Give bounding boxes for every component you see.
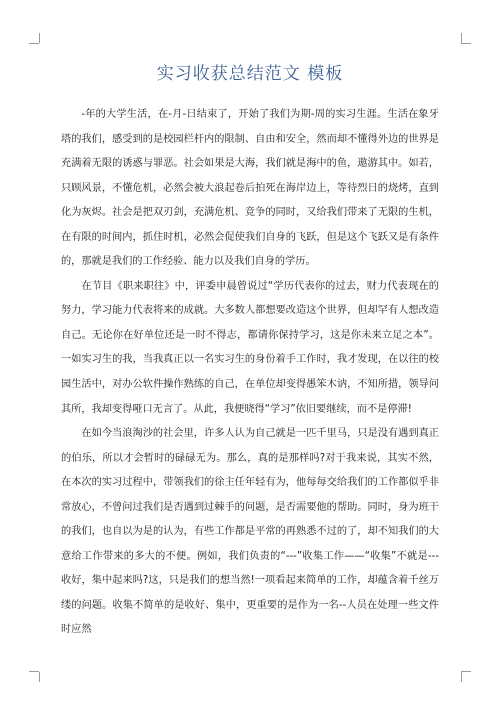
paragraph-3: 在如今当浪淘沙的社会里，许多人认为自己就是一匹千里马，只是没有遇到真正的伯乐，所以才会暂时的碌碌无为。那么，真的是那样吗?对于我来说，其实不然，在本次的实习过程中，带领我们的徐主任年轻有为，他每每交给我们的工作都似乎非常放心，不曾问过我们是否遇到过棘手的问题，是否需要他的帮助。同时，身为班干的我们，也自以为是的认为，有些工作都是平常的再熟悉不过的了，却不知我们的大意给工作带来的多大的不便。例如，我们负责的“---”收集工作——“收集”不就是---收好，集中起来吗?这，只是我们的想当然!一项看起来简单的工作，却蕴含着千丝万缕的问题。收集不简单的是收好、集中，更重要的是作为一名--人员在处理一些文件时应然 [61,428,439,636]
paragraph-1: -年的大学生活，在-月-日结束了，开始了我们为期-周的实习生涯。生活在象牙塔的我们，感受到的是校园栏杆内的限制、自由和安全，然而却不懂得外边的世界是充满着无限的诱惑与罪恶。社会如果是大海，我们就是海中的鱼，遨游其中。如若，只顾风景，不懂危机，必然会被大浪起卷后拍死在海岸边上，等待烈日的烧烤，直到化为灰烬。社会是把双刃剑，充满危机、竞争的同时，又给我们带来了无限的生机，在有限的时间内，抓住时机，必然会促使我们自身的飞跃，但是这个飞跃又是有条件的，那就是我们的工作经验、能力以及我们自身的学历。 [61,109,439,268]
document-body [61,103,439,643]
crop-mark-bottom-left-v [39,672,40,682]
crop-mark-bottom-left-h [29,671,39,672]
crop-mark-top-left-h [29,43,39,44]
crop-mark-bottom-right-h [461,671,471,672]
document-title: 实习收获总结范文 模板 [156,64,344,84]
crop-mark-top-right-h [461,43,471,44]
crop-mark-top-left-v [39,33,40,43]
paragraph-2: 在节目《职来职往》中，评委申晨曾说过“学历代表你的过去，财力代表现在的努力，学习能力代表将来的成就。大多数人都想要改造这个世界，但却罕有人想改造自己。无论你在好单位还是一时不得志，都请你保持学习，这是你未来立足之本”。一如实习生的我，当我真正以一名实习生的身份着手工作时，我才发现，在以往的校园生活中，对办公软件操作熟练的自己，在单位却变得愚笨木讷，不知所措，领导问其所，我却变得哑口无言了。从此，我便晓得“学习”依旧要继续，而不是停滞! [61,280,439,415]
crop-mark-bottom-right-v [461,672,462,682]
crop-mark-top-right-v [461,33,462,43]
